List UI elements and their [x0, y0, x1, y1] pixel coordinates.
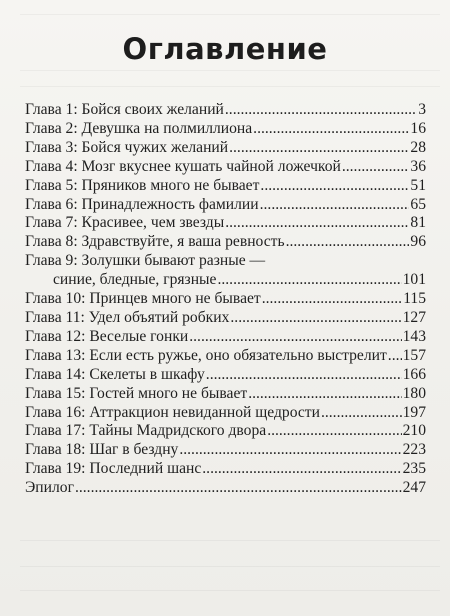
dot-leader — [253, 120, 409, 139]
toc-entry — [25, 422, 426, 441]
chapter-title: Глава 8: Здравствуйте, я ваша ревность — [25, 233, 285, 251]
toc-entry — [25, 385, 426, 404]
chapter-title: Глава 2: Девушка на полмиллиона — [25, 119, 253, 137]
dot-leader — [262, 290, 402, 309]
table-of-contents — [25, 101, 426, 498]
dot-leader — [388, 347, 402, 366]
chapter-title: Глава 15: Гостей много не бывает — [25, 384, 248, 402]
toc-entry — [25, 214, 426, 233]
page-number: 143 — [402, 327, 426, 345]
dot-leader — [267, 422, 401, 441]
dot-leader — [248, 385, 401, 404]
toc-entry — [25, 347, 426, 366]
dot-leader — [217, 271, 401, 290]
dot-leader — [321, 404, 402, 423]
dot-leader — [260, 177, 409, 196]
page-number: 28 — [410, 138, 426, 156]
dot-leader — [179, 441, 401, 460]
page-number: 81 — [410, 214, 426, 232]
toc-entry — [25, 460, 426, 479]
chapter-title: Глава 11: Удел объятий робких — [25, 308, 230, 326]
toc-entry — [25, 196, 426, 215]
bleed-through-line — [20, 70, 440, 71]
toc-entry — [25, 139, 426, 158]
page-number: 127 — [402, 308, 426, 326]
toc-entry — [25, 177, 426, 196]
page-number: 166 — [402, 365, 426, 383]
page-title: Оглавление — [122, 32, 328, 66]
chapter-title: Глава 3: Бойся чужих желаний — [25, 138, 229, 156]
bleed-through-line — [20, 566, 440, 567]
chapter-title: Глава 4: Мозг вкуснее кушать чайной ложечкой — [25, 157, 341, 175]
page-number: 157 — [402, 346, 426, 364]
page-number: 65 — [410, 195, 426, 213]
dot-leader — [342, 158, 410, 177]
dot-leader — [225, 214, 409, 233]
bleed-through-line — [20, 590, 440, 591]
dot-leader — [286, 233, 410, 252]
chapter-title: Глава 9: Золушки бывают разные — — [25, 252, 266, 270]
chapter-title: Глава 13: Если есть ружье, оно обязательно выстрелит — [25, 346, 387, 364]
dot-leader — [230, 309, 401, 328]
chapter-title: Глава 16: Аттракцион невиданной щедрости — [25, 403, 320, 421]
page-number: 180 — [402, 384, 426, 402]
chapter-title: Глава 10: Принцев много не бывает — [25, 290, 261, 308]
chapter-title: Глава 7: Красивее, чем звезды — [25, 214, 225, 232]
dot-leader — [260, 196, 410, 215]
toc-entry — [25, 441, 426, 460]
chapter-title: Глава 6: Принадлежность фамилии — [25, 195, 259, 213]
toc-entry — [25, 479, 426, 498]
page-number: 197 — [402, 403, 426, 421]
toc-entry — [25, 233, 426, 252]
toc-entry — [25, 252, 426, 290]
page-number: 36 — [410, 157, 426, 175]
chapter-title: Глава 17: Тайны Мадридского двора — [25, 422, 267, 440]
toc-entry — [25, 309, 426, 328]
chapter-title: Глава 1: Бойся своих желаний — [25, 101, 224, 118]
bleed-through-line — [20, 14, 440, 15]
page-number: 3 — [418, 101, 426, 118]
page-number: 101 — [402, 271, 426, 289]
chapter-title: Глава 19: Последний шанс — [25, 460, 202, 478]
dot-leader — [75, 479, 402, 498]
chapter-title: Глава 18: Шаг в бездну — [25, 441, 179, 459]
page-number: 51 — [410, 176, 426, 194]
chapter-title: Эпилог — [25, 479, 74, 497]
dot-leader — [206, 366, 402, 385]
toc-entry — [25, 290, 426, 309]
dot-leader — [202, 460, 401, 479]
bleed-through-line — [20, 540, 440, 541]
toc-entry — [25, 158, 426, 177]
chapter-title: Глава 12: Веселые гонки — [25, 327, 189, 345]
toc-entry — [25, 366, 426, 385]
dot-leader — [189, 328, 401, 347]
chapter-title-continuation: синие, бледные, грязные — [53, 271, 217, 289]
page-number: 16 — [410, 119, 426, 137]
chapter-title: Глава 5: Пряников много не бывает — [25, 176, 260, 194]
dot-leader — [225, 101, 417, 120]
dot-leader — [229, 139, 409, 158]
toc-entry — [25, 328, 426, 347]
page-number: 235 — [402, 460, 426, 478]
toc-entry — [25, 120, 426, 139]
page-number: 223 — [402, 441, 426, 459]
page-number: 247 — [402, 479, 426, 497]
page-number: 210 — [402, 422, 426, 440]
page-number: 96 — [410, 233, 426, 251]
chapter-title: Глава 14: Скелеты в шкафу — [25, 365, 205, 383]
bleed-through-line — [20, 86, 440, 87]
page-number: 115 — [403, 290, 426, 308]
toc-entry — [25, 101, 426, 120]
toc-entry — [25, 404, 426, 423]
